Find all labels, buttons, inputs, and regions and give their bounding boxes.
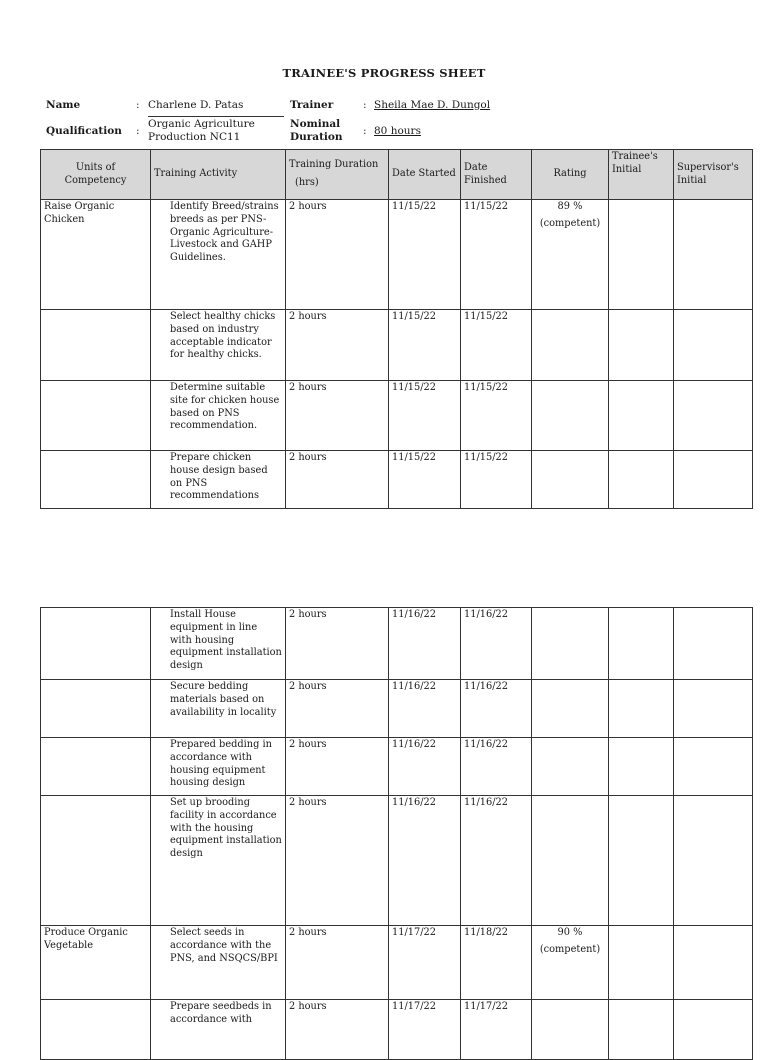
activity-cell: Prepare chicken house design based on PNS recommendations <box>151 451 286 509</box>
supervisor-initial-cell <box>674 381 753 451</box>
duration-cell: 2 hours <box>286 310 389 381</box>
name-value: Charlene D. Patas <box>148 99 244 111</box>
trainee-initial-cell <box>609 200 674 310</box>
name-colon: : <box>136 99 140 111</box>
activity-cell: Install House equipment in line with housing equipment installation design <box>151 608 286 680</box>
qualification-rule <box>148 116 284 117</box>
rating-value: 90 % <box>557 927 583 938</box>
rating-value: 89 % <box>557 201 583 212</box>
date-started-cell: 11/16/22 <box>389 608 461 680</box>
header-activity: Training Activity <box>151 150 286 200</box>
name-label: Name <box>46 99 81 111</box>
table-row <box>41 608 753 680</box>
date-finished-cell: 11/15/22 <box>461 310 532 381</box>
activity-cell: Identify Breed/strains breeds as per PNS-Organic Agriculture-Livestock and GAHP Guidelines. <box>151 200 286 310</box>
rating-cell <box>532 738 609 796</box>
date-finished-cell: 11/17/22 <box>461 1000 532 1060</box>
table-row <box>41 926 753 1000</box>
rating-cell <box>532 608 609 680</box>
date-finished-cell: 11/15/22 <box>461 200 532 310</box>
rating-cell <box>532 200 609 310</box>
trainer-value: Sheila Mae D. Dungol <box>374 99 491 111</box>
table-row <box>41 680 753 738</box>
date-started-cell: 11/15/22 <box>389 451 461 509</box>
rating-cell <box>532 1000 609 1060</box>
date-started-cell: 11/16/22 <box>389 738 461 796</box>
unit-cell: Raise Organic Chicken <box>41 200 151 310</box>
header-rating: Rating <box>532 150 609 200</box>
nominal-colon: : <box>363 125 367 137</box>
activity-cell: Select healthy chicks based on industry acceptable indicator for healthy chicks. <box>151 310 286 381</box>
date-finished-cell: 11/16/22 <box>461 738 532 796</box>
header-units: Units of Competency <box>41 150 151 200</box>
activity-cell: Select seeds in accordance with the PNS, and NSQCS/BPI <box>151 926 286 1000</box>
date-finished-cell: 11/15/22 <box>461 451 532 509</box>
date-started-cell: 11/16/22 <box>389 796 461 926</box>
duration-cell: 2 hours <box>286 796 389 926</box>
supervisor-initial-cell <box>674 310 753 381</box>
supervisor-initial-cell <box>674 608 753 680</box>
trainee-initial-cell <box>609 381 674 451</box>
trainee-initial-cell <box>609 926 674 1000</box>
date-finished-cell: 11/16/22 <box>461 680 532 738</box>
nominal-label-line1: Nominal <box>290 118 341 130</box>
header-duration <box>286 150 389 200</box>
trainee-initial-cell <box>609 451 674 509</box>
supervisor-initial-cell <box>674 680 753 738</box>
header-started: Date Started <box>389 150 461 200</box>
rating-note: (competent) <box>539 217 601 229</box>
rating-cell <box>532 680 609 738</box>
qualification-value-line1: Organic Agriculture <box>148 118 255 130</box>
activity-cell: Determine suitable site for chicken house based on PNS recommendation. <box>151 381 286 451</box>
table-row <box>41 1000 753 1060</box>
header-duration-unit: (hrs) <box>295 177 319 188</box>
trainee-initial-cell <box>609 608 674 680</box>
table-row <box>41 796 753 926</box>
duration-cell: 2 hours <box>286 1000 389 1060</box>
rating-cell <box>532 381 609 451</box>
unit-cell <box>41 451 151 509</box>
progress-table-part1 <box>40 149 753 509</box>
header-supervisor-initial: Supervisor's Initial <box>674 150 753 200</box>
date-started-cell: 11/17/22 <box>389 1000 461 1060</box>
qualification-value-line2: Production NC11 <box>148 131 241 143</box>
page-title: TRAINEE'S PROGRESS SHEET <box>282 66 486 80</box>
date-started-cell: 11/17/22 <box>389 926 461 1000</box>
trainee-initial-cell <box>609 796 674 926</box>
duration-cell: 2 hours <box>286 381 389 451</box>
nominal-label-line2: Duration <box>290 131 343 143</box>
unit-cell <box>41 796 151 926</box>
date-started-cell: 11/15/22 <box>389 381 461 451</box>
trainee-initial-cell <box>609 310 674 381</box>
trainee-initial-cell <box>609 738 674 796</box>
date-started-cell: 11/15/22 <box>389 200 461 310</box>
duration-cell: 2 hours <box>286 680 389 738</box>
nominal-value: 80 hours <box>374 125 421 137</box>
supervisor-initial-cell <box>674 200 753 310</box>
duration-cell: 2 hours <box>286 200 389 310</box>
unit-cell <box>41 381 151 451</box>
table-row <box>41 738 753 796</box>
activity-cell: Prepare seedbeds in accordance with <box>151 1000 286 1060</box>
qualification-colon: : <box>136 125 140 137</box>
unit-cell: Produce Organic Vegetable <box>41 926 151 1000</box>
table-header-row <box>41 150 753 200</box>
activity-cell: Set up brooding facility in accordance with the housing equipment installation design <box>151 796 286 926</box>
rating-cell <box>532 451 609 509</box>
header-duration-label: Training Duration <box>289 159 379 171</box>
trainee-initial-cell <box>609 1000 674 1060</box>
trainer-label: Trainer <box>290 99 334 111</box>
supervisor-initial-cell <box>674 926 753 1000</box>
supervisor-initial-cell <box>674 1000 753 1060</box>
table-row <box>41 381 753 451</box>
date-finished-cell: 11/18/22 <box>461 926 532 1000</box>
date-finished-cell: 11/16/22 <box>461 608 532 680</box>
supervisor-initial-cell <box>674 451 753 509</box>
supervisor-initial-cell <box>674 738 753 796</box>
progress-table-part2 <box>40 607 753 1060</box>
date-started-cell: 11/16/22 <box>389 680 461 738</box>
unit-cell <box>41 1000 151 1060</box>
qualification-label: Qualification <box>46 125 122 137</box>
table-row <box>41 310 753 381</box>
duration-cell: 2 hours <box>286 926 389 1000</box>
rating-cell <box>532 796 609 926</box>
trainee-initial-cell <box>609 680 674 738</box>
unit-cell <box>41 608 151 680</box>
unit-cell <box>41 680 151 738</box>
duration-cell: 2 hours <box>286 608 389 680</box>
activity-cell: Secure bedding materials based on availability in locality <box>151 680 286 738</box>
duration-cell: 2 hours <box>286 451 389 509</box>
table-row <box>41 451 753 509</box>
duration-cell: 2 hours <box>286 738 389 796</box>
unit-cell <box>41 738 151 796</box>
date-finished-cell: 11/16/22 <box>461 796 532 926</box>
table-row <box>41 200 753 310</box>
unit-cell <box>41 310 151 381</box>
header-trainee-initial: Trainee's Initial <box>609 150 674 200</box>
date-started-cell: 11/15/22 <box>389 310 461 381</box>
activity-cell: Prepared bedding in accordance with housing equipment housing design <box>151 738 286 796</box>
rating-cell <box>532 926 609 1000</box>
rating-note: (competent) <box>539 943 601 955</box>
date-finished-cell: 11/15/22 <box>461 381 532 451</box>
trainer-colon: : <box>363 99 367 111</box>
header-finished: Date Finished <box>461 150 532 200</box>
rating-cell <box>532 310 609 381</box>
supervisor-initial-cell <box>674 796 753 926</box>
